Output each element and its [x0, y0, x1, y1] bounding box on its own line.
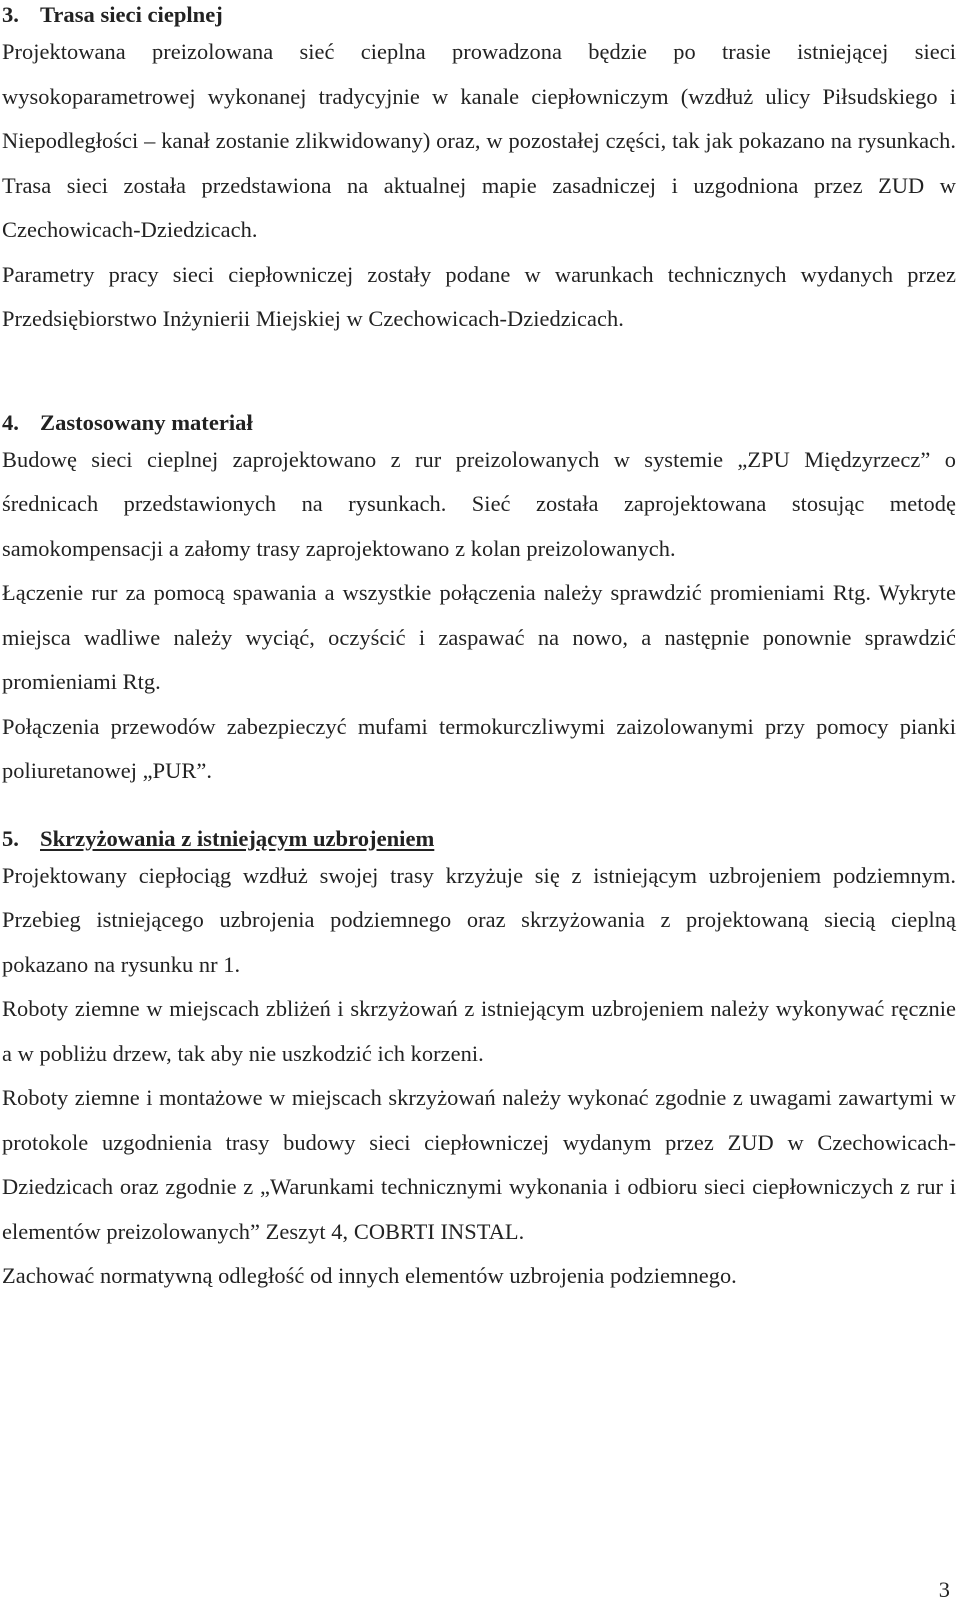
paragraph: Parametry pracy sieci ciepłowniczej zostały podane w warunkach technicznych wydanych przez Przedsiębiorstwo Inżynierii Miejskiej w Czechowicach-Dziedzicach.	[2, 261, 956, 331]
paragraph: Projektowany ciepłociąg wzdłuż swojej trasy krzyżuje się z istniejącym uzbrojeniem podziemnym. Przebieg istniejącego uzbrojenia podziemnego oraz skrzyżowania z projektowaną siecią cieplną pokazano na rysunku nr 1.	[2, 862, 956, 977]
section-5	[2, 824, 956, 1299]
section-spacer	[2, 794, 956, 824]
paragraph: Projektowana preizolowana sieć cieplna prowadzona będzie po trasie istniejącej sieci wysokoparametrowej wykonanej tradycyjnie w kanale ciepłowniczym (wzdłuż ulicy Piłsudskiego i Niepodległości – kanał zostanie zlikwidowany) oraz, w pozostałej części, tak jak pokazano na rysunkach. Trasa sieci została przedstawiona na aktualnej mapie zasadniczej i uzgodniona przez ZUD w Czechowicach-Dziedzicach.	[2, 39, 956, 242]
section-spacer	[2, 342, 956, 408]
page-number: 3	[938, 1577, 950, 1602]
paragraph: Połączenia przewodów zabezpieczyć mufami termokurczliwymi zaizolowanymi przy pomocy pianki poliuretanowej „PUR”.	[2, 713, 956, 783]
paragraph: Budowę sieci cieplnej zaprojektowano z rur preizolowanych w systemie „ZPU Międzyrzecz” o średnicach przedstawionych na rysunkach. Sieć została zaprojektowana stosując metodę samokompensacji a załomy trasy zaprojektowano z kolan preizolowanych.	[2, 446, 956, 561]
section-3	[2, 0, 956, 342]
paragraph: Zachować normatywną odległość od innych elementów uzbrojenia podziemnego.	[2, 1263, 737, 1288]
section-4	[2, 408, 956, 794]
section-heading	[2, 408, 956, 438]
section-heading	[2, 824, 956, 854]
section-number: 3.	[2, 2, 19, 27]
section-title: Trasa sieci cieplnej	[40, 2, 223, 27]
section-number: 5.	[2, 825, 19, 851]
paragraph: Roboty ziemne i montażowe w miejscach skrzyżowań należy wykonać zgodnie z uwagami zawartymi w protokole uzgodnienia trasy budowy sieci ciepłowniczej wydanym przez ZUD w Czechowicach-Dziedzicach oraz zgodnie z „Warunkami technicznymi wykonania i odbioru sieci ciepłowniczych z rur i elementów preizolowanych” Zeszyt 4, COBRTI INSTAL.	[2, 1085, 956, 1244]
section-heading	[2, 0, 956, 30]
paragraph: Łączenie rur za pomocą spawania a wszystkie połączenia należy sprawdzić promieniami Rtg. Wykryte miejsca wadliwe należy wyciąć, oczyścić i zaspawać na nowo, a następnie ponownie sprawdzić promieniami Rtg.	[2, 580, 956, 694]
section-title: Skrzyżowania z istniejącym uzbrojeniem	[40, 825, 435, 851]
document-page	[2, 0, 956, 1299]
section-title: Zastosowany materiał	[40, 409, 253, 435]
paragraph: Roboty ziemne w miejscach zbliżeń i skrzyżowań z istniejącym uzbrojeniem należy wykonywać ręcznie a w pobliżu drzew, tak aby nie uszkodzić ich korzeni.	[2, 996, 956, 1066]
section-number: 4.	[2, 409, 19, 435]
